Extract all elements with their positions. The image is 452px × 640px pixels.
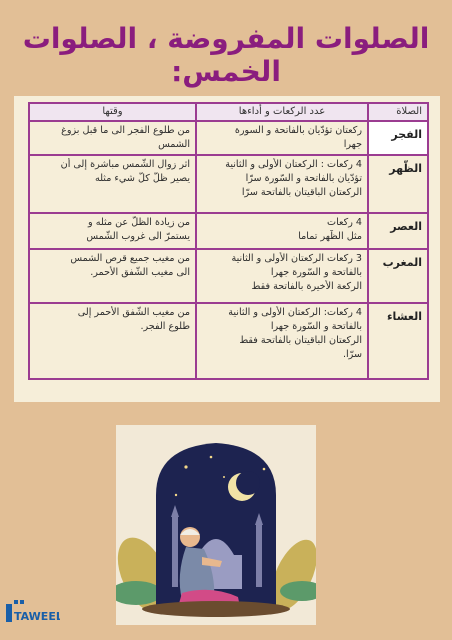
prayer-name: العصر [368,213,428,249]
star-icon [175,494,177,496]
star-icon [184,465,187,468]
star-icon [223,476,225,478]
time-cell: اثر زوال الشّمس مباشرة إلى أن يصير ظلّ كلّ شيء مثله [29,155,196,213]
prayer-name: المغرب [368,249,428,303]
taweel-logo [6,598,60,624]
table-header-row [29,103,428,121]
table-row [29,121,428,155]
mosque-night-illustration [116,425,316,625]
minaret-icon [256,525,262,587]
rakaat-cell: 3 ركعات الركعتان الأولى و الثانية بالفاتحة و السّورة جهرا الركعة الأخيرة بالفاتحة فقط [196,249,368,303]
header-prayer: الصلاة [368,103,428,121]
prayer-table-card [14,96,440,402]
minaret-icon [172,517,178,587]
praying-man-illustration [116,425,316,625]
prayer-name: الظّهر [368,155,428,213]
logo-text: TAWEEL [14,610,60,623]
prayer-name: العشاء [368,303,428,379]
rakaat-cell: 4 ركعات : الركعتان الأولى و الثانية تؤدّيان بالفاتحة و السّورة سرّا الركعتان الباقيتان بالفاتحة سرّا [196,155,368,213]
page-title: الصلوات المفروضة ، الصلوات الخمس: [22,22,430,88]
header-rakaat: عدد الركعات و أداءها [196,103,368,121]
table-row [29,213,428,249]
rakaat-cell: ركعتان تؤدّيان بالفاتحة و السورة جهرا [196,121,368,155]
star-icon [210,456,213,459]
table-row [29,249,428,303]
time-cell: من طلوع الفجر الى ما قبل بزوغ الشمس [29,121,196,155]
star-icon [263,468,266,471]
prayer-name: الفجر [368,121,428,155]
time-cell: من زيادة الظلّ عن مثله و يستمرّ الى غروب الشّمس [29,213,196,249]
rakaat-cell: 4 ركعات: الركعتان الأولى و الثانية بالفاتحة و السّورة جهرا الركعتان الباقيتان بالفاتحة فقط سرّا. [196,303,368,379]
header-time: وقتها [29,103,196,121]
rakaat-cell: 4 ركعات مثل الظّهر تماما [196,213,368,249]
table-row [29,303,428,379]
prayer-table [28,102,429,380]
table-row [29,155,428,213]
time-cell: من مغيب جميع قرص الشمس الى مغيب الشّفق الأحمر. [29,249,196,303]
time-cell: من مغيب الشّفق الأحمر إلى طلوع الفجر. [29,303,196,379]
prayer-mat [142,601,290,617]
